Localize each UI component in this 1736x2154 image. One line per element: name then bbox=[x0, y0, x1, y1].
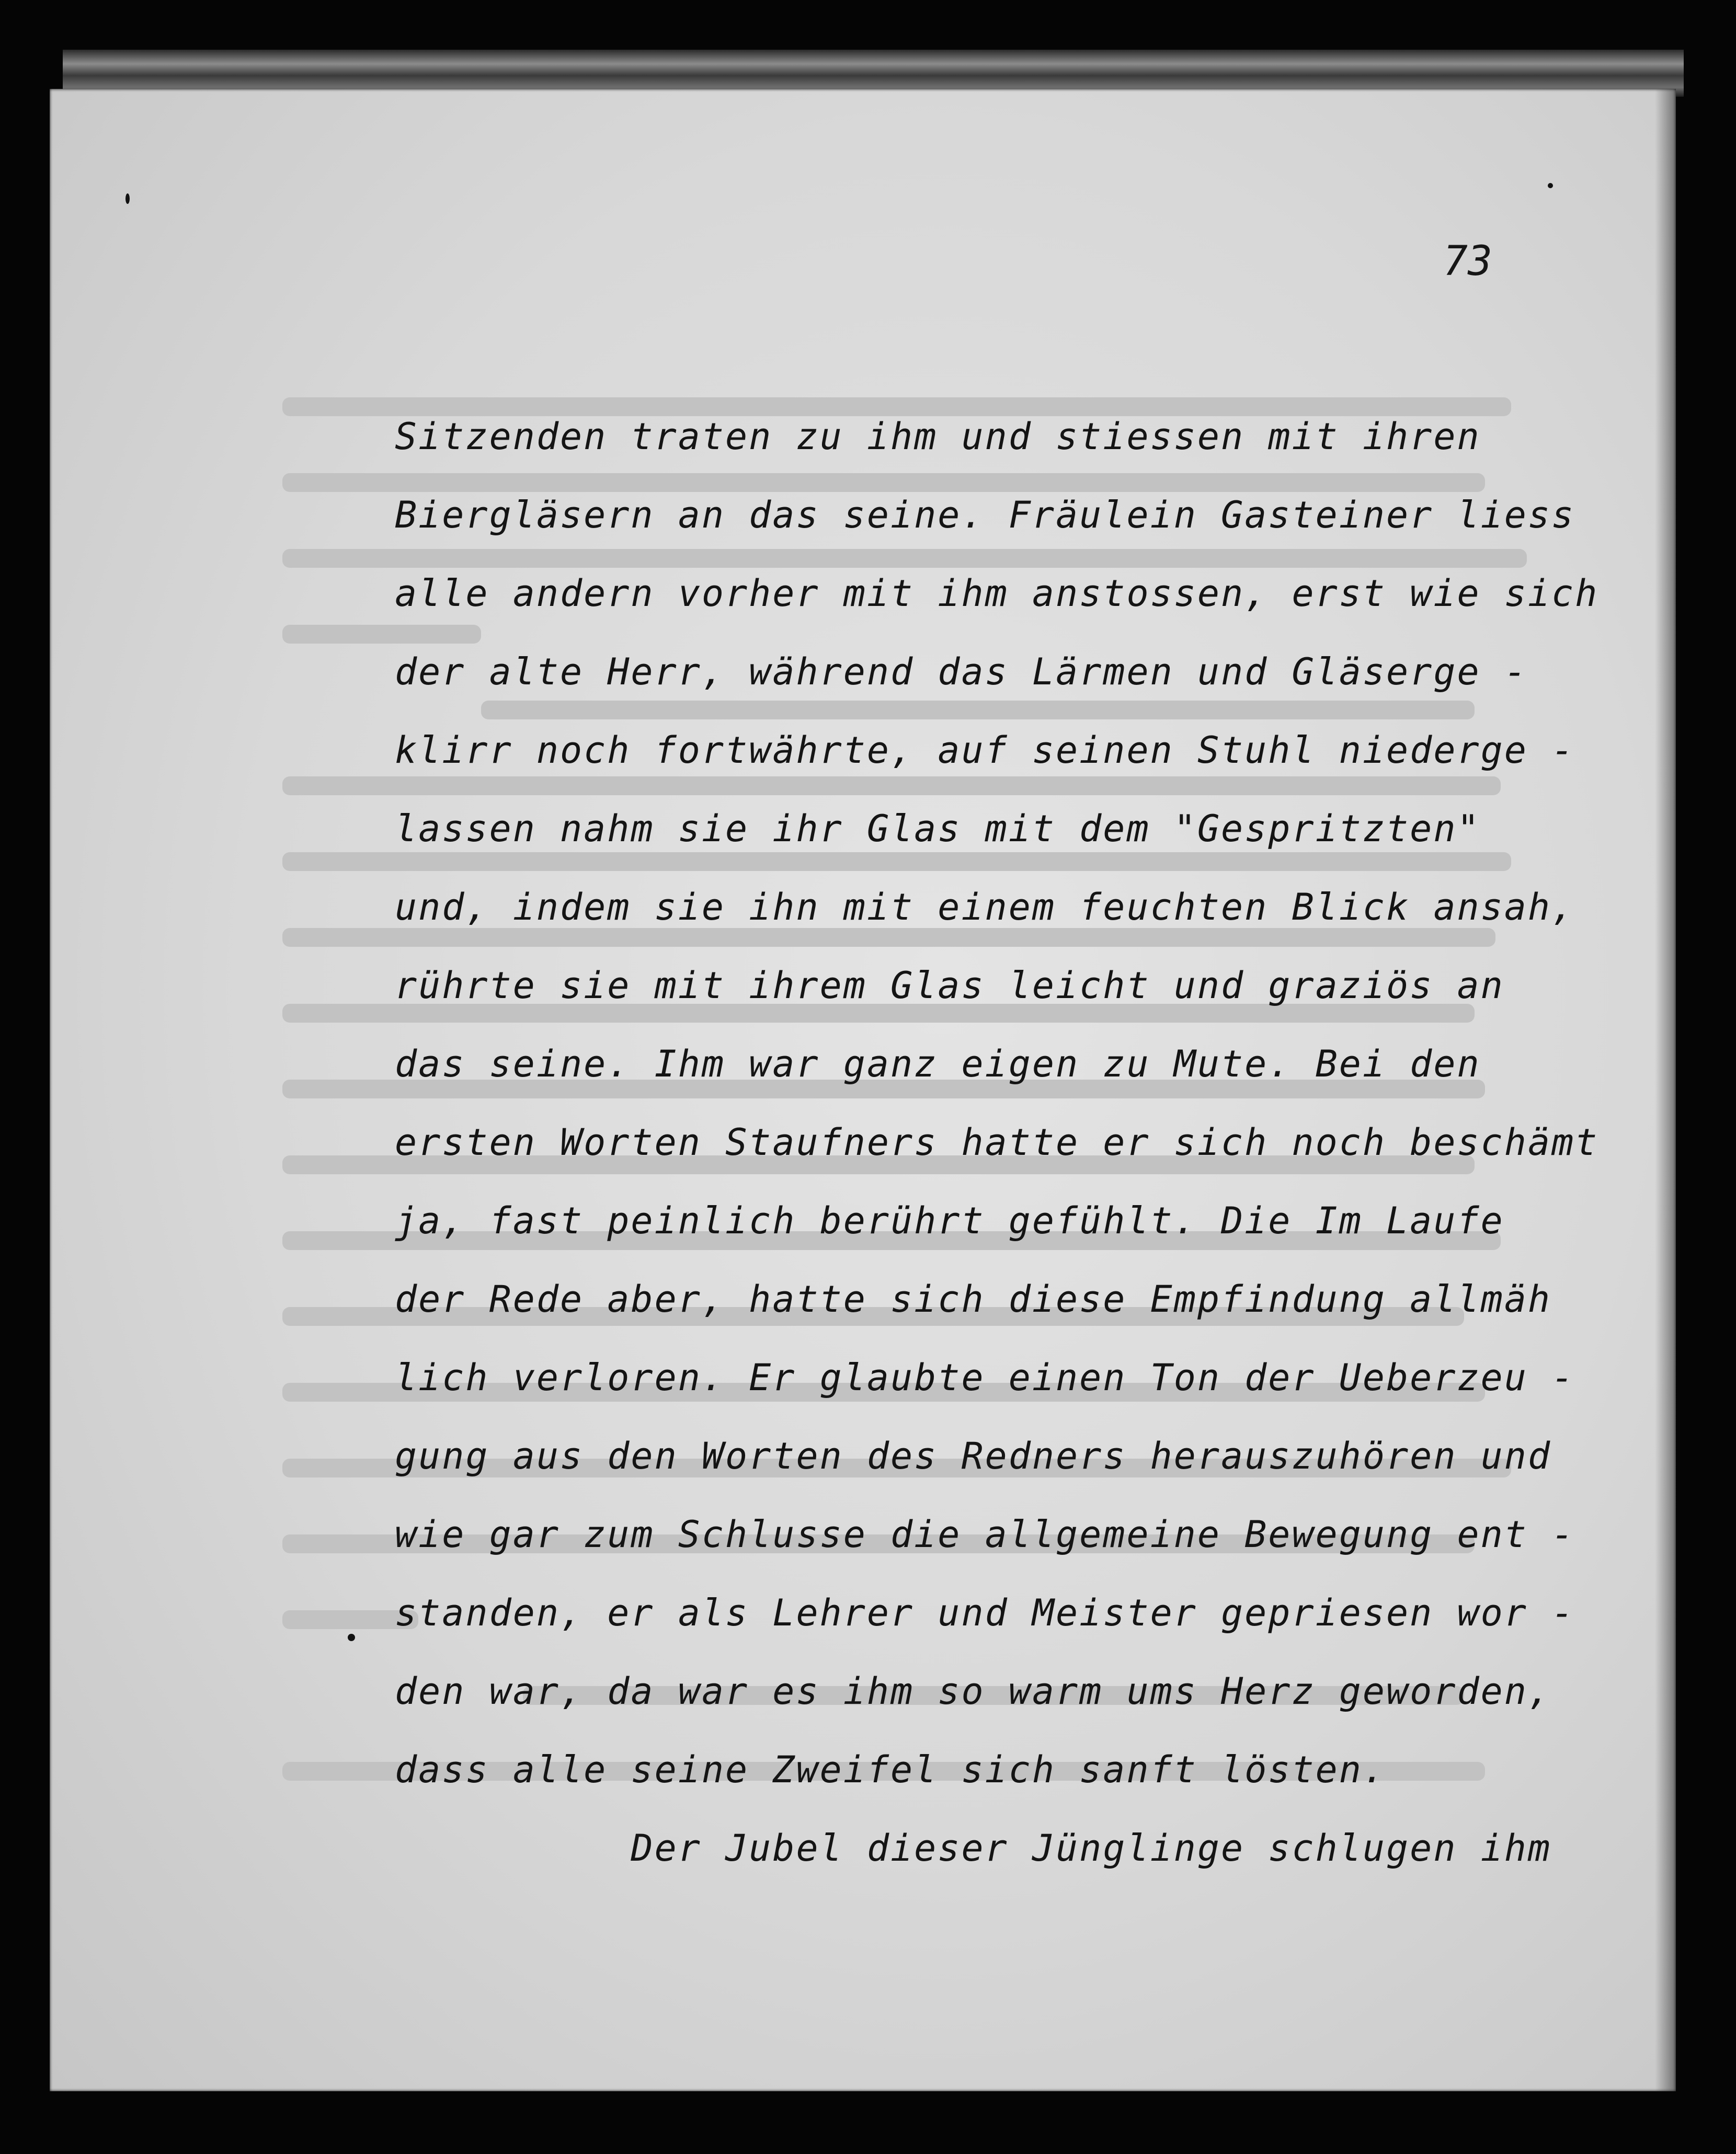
text-line: den war, da war es ihm so warm ums Herz geworden, bbox=[395, 1670, 1552, 1713]
text-line: Biergläsern an das seine. Fräulein Gasteiner liess bbox=[395, 494, 1575, 536]
text-line: Der Jubel dieser Jünglinge schlugen ihm bbox=[395, 1827, 1552, 1870]
text-line: klirr noch fortwährte, auf seinen Stuhl niederge - bbox=[395, 729, 1575, 772]
text-line: lassen nahm sie ihr Glas mit dem "Gespritzten" bbox=[395, 807, 1481, 850]
text-line: ja, fast peinlich berührt gefühlt. Die Im Laufe bbox=[395, 1199, 1504, 1242]
text-line: rührte sie mit ihrem Glas leicht und graziös an bbox=[395, 964, 1504, 1007]
text-line: wie gar zum Schlusse die allgemeine Bewegung ent - bbox=[395, 1513, 1575, 1556]
scan-speck bbox=[125, 193, 130, 204]
page-number: 73 bbox=[1443, 238, 1492, 285]
text-line: der alte Herr, während das Lärmen und Gläserge - bbox=[395, 650, 1528, 693]
text-line: standen, er als Lehrer und Meister gepriesen wor - bbox=[395, 1591, 1575, 1634]
text-line: und, indem sie ihn mit einem feuchten Blick ansah, bbox=[395, 886, 1575, 929]
text-line: ersten Worten Staufners hatte er sich noch beschämt bbox=[395, 1121, 1599, 1164]
text-line: alle andern vorher mit ihm anstossen, erst wie sich bbox=[395, 572, 1599, 615]
text-line: lich verloren. Er glaubte einen Ton der Ueberzeu - bbox=[395, 1356, 1575, 1399]
scan-speck bbox=[348, 1634, 355, 1641]
text-line: gung aus den Worten des Redners herauszuhören und bbox=[395, 1435, 1552, 1477]
scan-speck bbox=[1548, 183, 1553, 188]
typed-body-text bbox=[395, 397, 1639, 1934]
text-line: Sitzenden traten zu ihm und stiessen mit ihren bbox=[395, 415, 1481, 458]
text-line: dass alle seine Zweifel sich sanft lösten. bbox=[395, 1748, 1387, 1791]
page-edge-shadow bbox=[1655, 89, 1676, 2091]
text-line: das seine. Ihm war ganz eigen zu Mute. Bei den bbox=[395, 1042, 1481, 1085]
text-line: der Rede aber, hatte sich diese Empfindung allmäh bbox=[395, 1278, 1552, 1321]
